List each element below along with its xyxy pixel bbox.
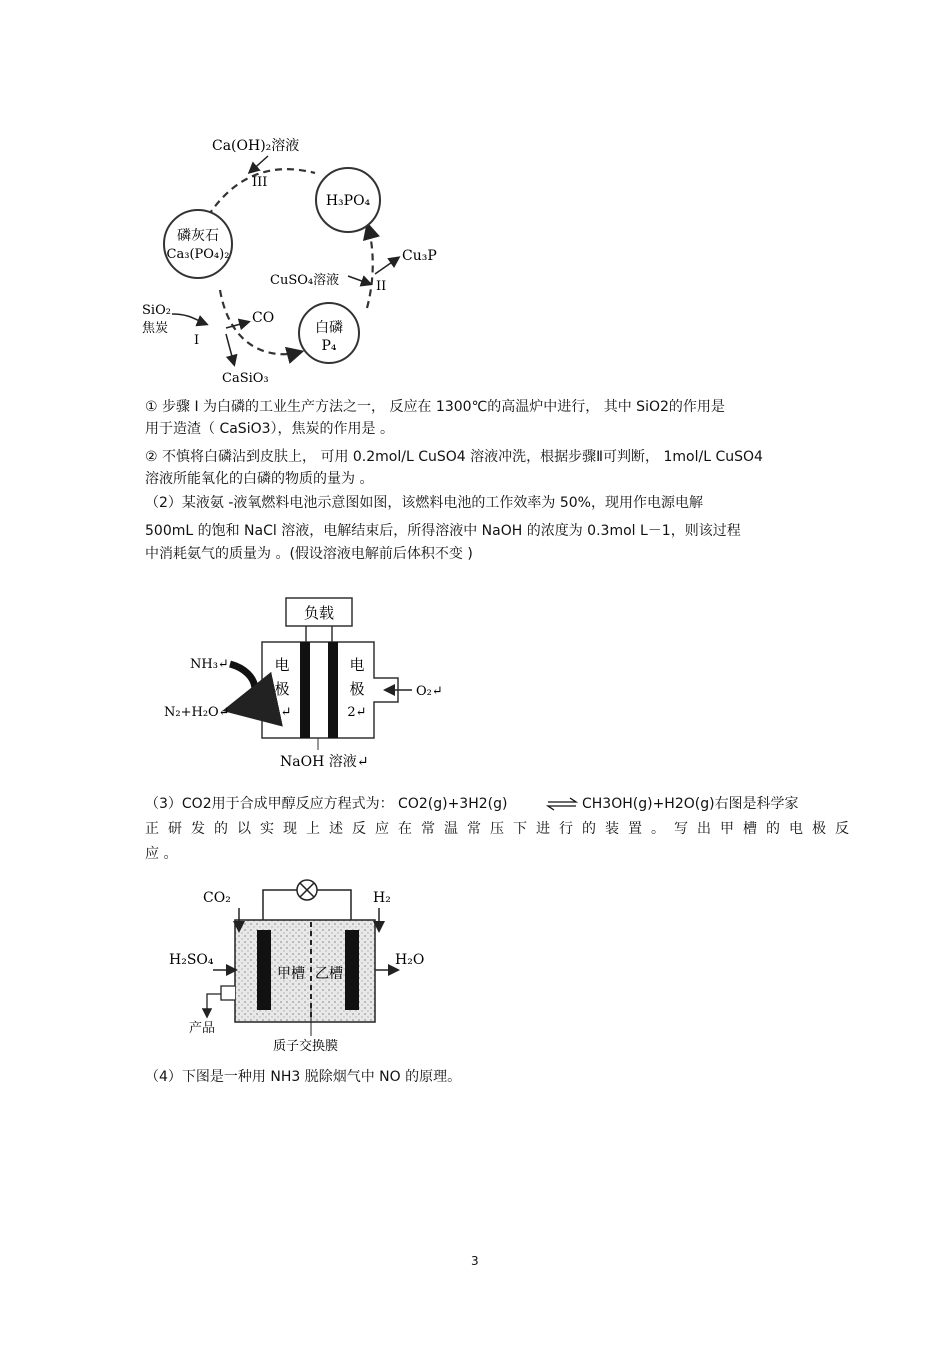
methanol-cell-diagram: [165, 868, 445, 1060]
step3-label: III: [252, 175, 268, 190]
q3-line1-right: CH3OH(g)+H2O(g)右图是科学家: [582, 796, 799, 812]
q1-line4: 溶液所能氧化的白磷的物质的量为 。: [145, 471, 374, 487]
page-number: 3: [471, 1254, 479, 1268]
electrode-2: [328, 642, 338, 738]
white-p-label: 白磷: [315, 320, 343, 336]
rock-circle: [164, 210, 232, 278]
cuso4-arrow: [348, 276, 370, 284]
rock-name-label: 磷灰石: [177, 228, 219, 244]
e1-char1: 电: [274, 656, 290, 674]
q1-line1: ① 步骤 I 为白磷的工业生产方法之一， 反应在 1300℃的高温炉中进行， 其中 SiO2的作用是: [145, 399, 725, 415]
membrane-label: 质子交换膜: [273, 1039, 339, 1054]
e1-char2: 极: [274, 680, 290, 698]
h2-label: H₂: [373, 890, 391, 906]
o2-label: O₂↵: [416, 684, 443, 699]
casio3-arrow: [226, 334, 234, 364]
sio2-arrow: [172, 314, 206, 324]
step1-label: I: [194, 333, 200, 348]
naoh-label: NaOH 溶液↵: [280, 754, 369, 770]
nh3-curve-arrow: [230, 664, 255, 708]
e2-char1: 电: [349, 656, 365, 674]
p4-label: P₄: [321, 338, 337, 354]
cup-label: Cu₃P: [402, 248, 437, 264]
q2-line2: 500mL 的饱和 NaCl 溶液，电解结束后，所得溶液中 NaOH 的浓度为 0.3mol L－1，则该过程: [145, 523, 741, 539]
phosphorus-cycle-diagram: [130, 128, 460, 390]
co-arrow: [226, 322, 248, 328]
cathode-plate: [345, 930, 359, 1010]
q1-line2: 用于造渣（ CaSiO3），焦炭的作用是 。: [145, 421, 394, 437]
h2o-label: H₂O: [395, 952, 425, 968]
q1-line3: ② 不慎将白磷沾到皮肤上， 可用 0.2mol/L CuSO4 溶液冲洗，根据步骤Ⅱ可判断， 1mol/L CuSO4: [145, 449, 763, 465]
e1-char3: 1↵: [272, 705, 292, 720]
product-label: 产品: [189, 1021, 216, 1036]
co-label: CO: [252, 310, 275, 326]
q4-line1: （4）下图是一种用 NH3 脱除烟气中 NO 的原理。: [145, 1069, 462, 1085]
q3-line1-left: （3）CO2用于合成甲醇反应方程式为： CO2(g)+3H2(g): [145, 796, 508, 812]
n2h2o-label: N₂+H₂O↵: [164, 705, 230, 720]
q3-line3: 应 。: [145, 846, 178, 862]
cuso4-label: CuSO₄溶液: [270, 273, 340, 288]
e2-char3: 2↵: [347, 705, 367, 720]
tank-b-label: 乙槽: [315, 966, 343, 982]
sio2-label: SiO₂: [142, 303, 171, 318]
co2-label: CO₂: [203, 890, 231, 906]
tank-a-label: 甲槽: [277, 966, 305, 982]
load-label: 负载: [303, 604, 335, 622]
cup-arrow: [375, 258, 398, 274]
q2-line1: （2）某液氨 -液氧燃料电池示意图如图，该燃料电池的工作效率为 50%，现用作电源电解: [145, 495, 703, 511]
equilibrium-arrow: [546, 797, 578, 811]
fuel-cell-diagram: [160, 592, 460, 777]
h2so4-label: H₂SO₄: [169, 952, 214, 968]
nh3-label: NH₃↵: [190, 657, 229, 672]
coke-label: 焦炭: [142, 321, 169, 336]
q3-line2: 正研发的以实现上述反应在常温常压下进行的装置。写出甲槽的电极反: [145, 821, 858, 837]
q2-line3: 中消耗氨气的质量为 。(假设溶液电解前后体积不变 ): [145, 546, 473, 562]
caoh-arrow: [250, 156, 268, 172]
h3po4-label: H₃PO₄: [325, 193, 371, 209]
cycle-arc-right: [367, 226, 373, 308]
electrode-1: [300, 642, 310, 738]
step2-label: II: [376, 279, 387, 294]
rock-formula-label: Ca₃(PO₄)₂: [166, 247, 230, 262]
casio3-label: CaSiO₃: [222, 371, 269, 386]
anode-plate: [257, 930, 271, 1010]
caoh-label: Ca(OH)₂溶液: [212, 138, 300, 154]
e2-char2: 极: [349, 680, 365, 698]
